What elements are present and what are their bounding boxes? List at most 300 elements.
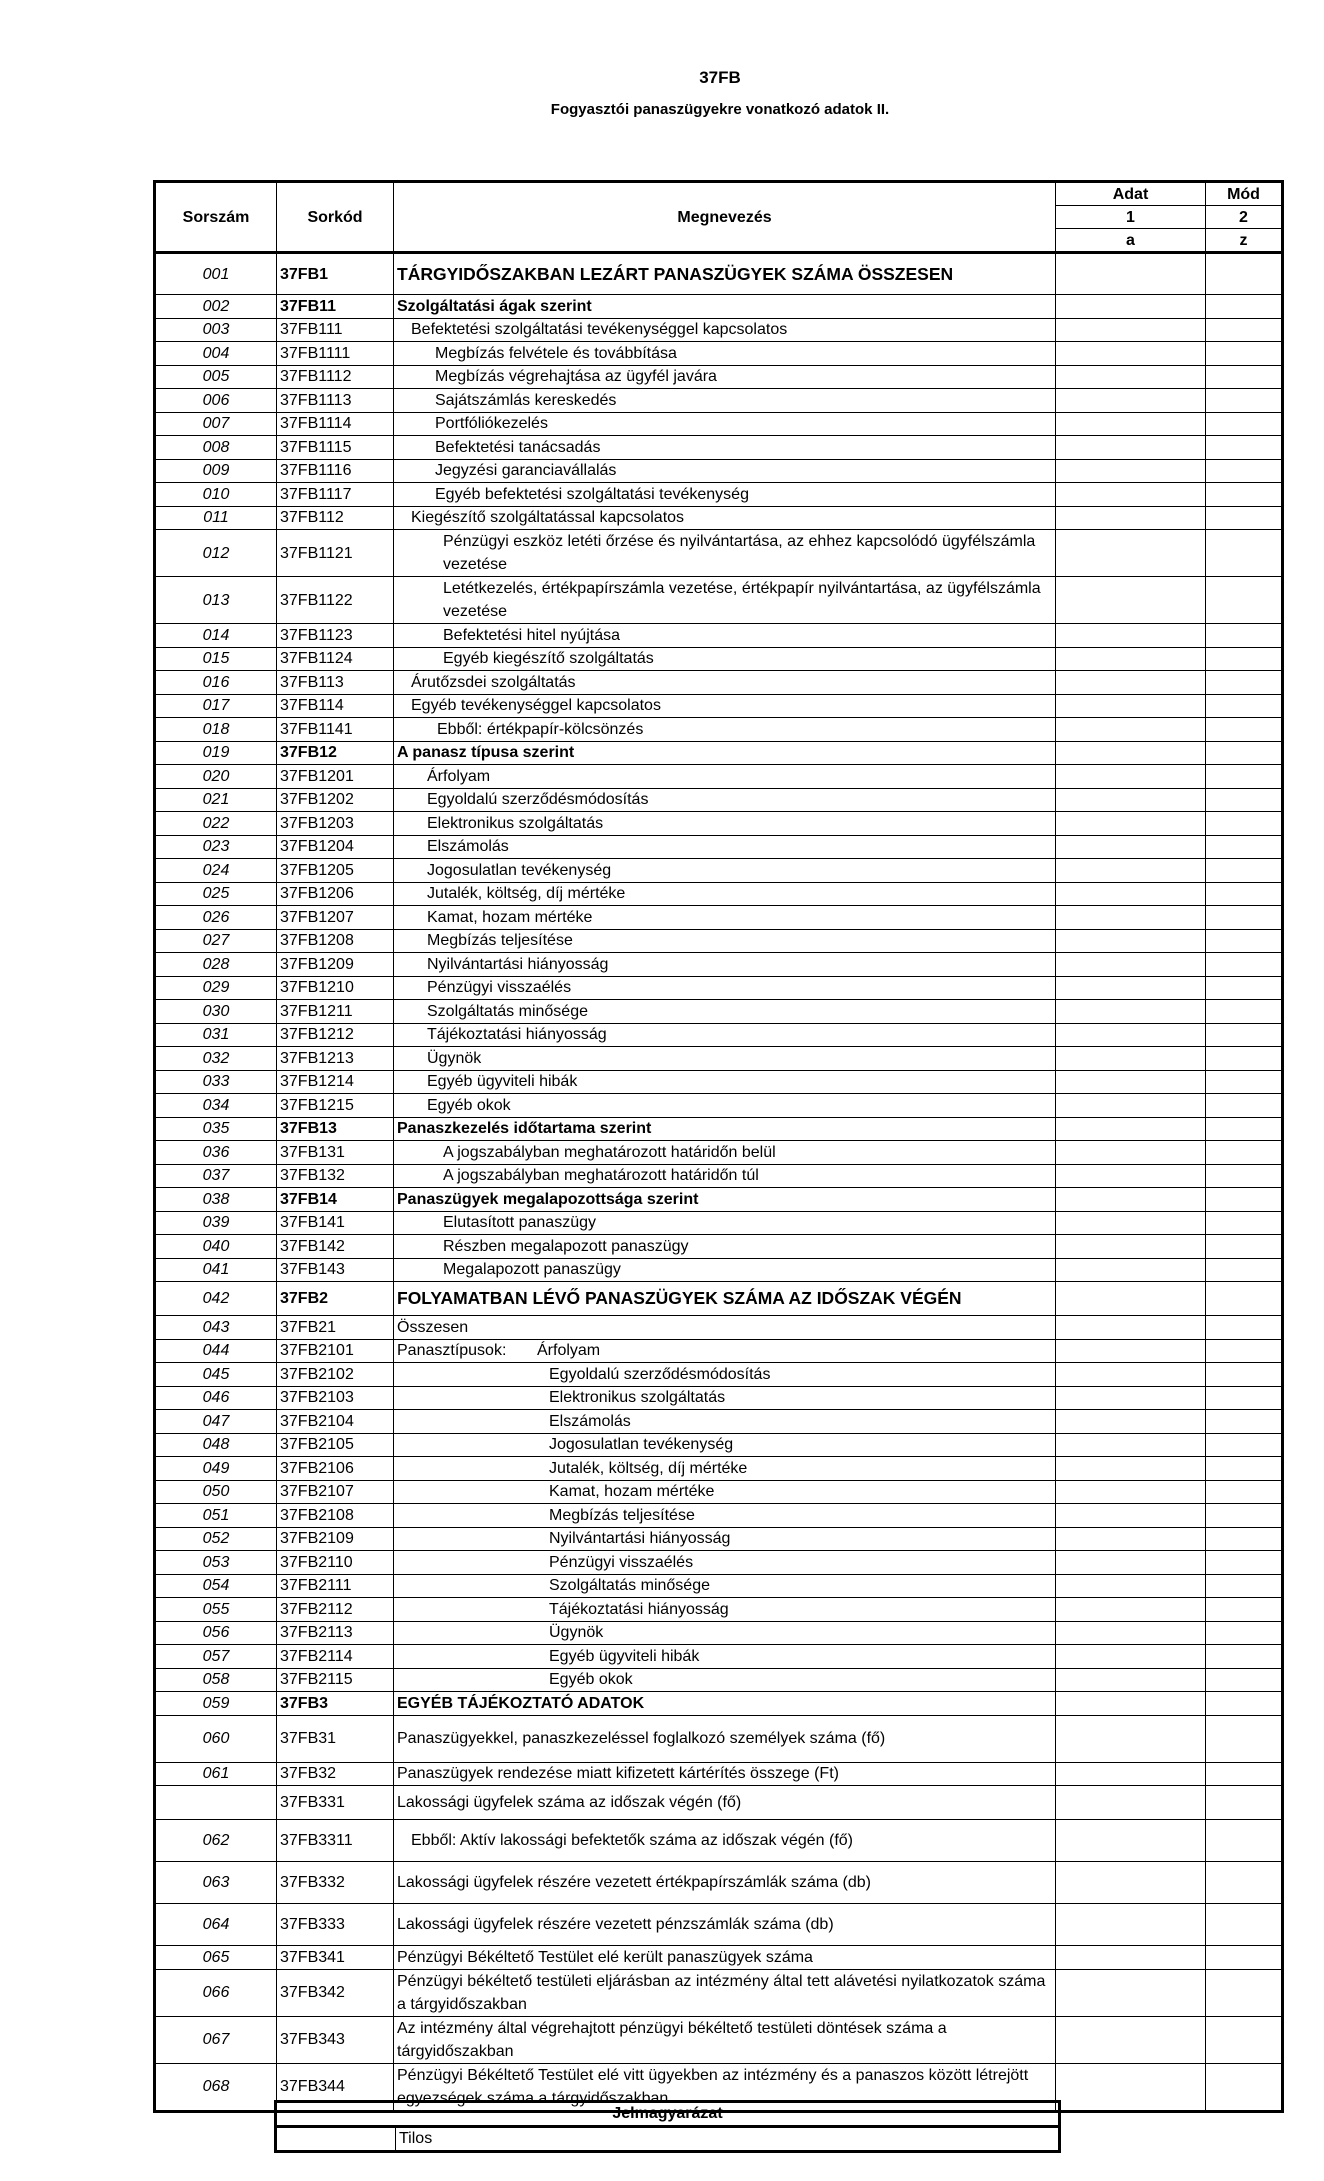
row-adat-cell[interactable] <box>1056 671 1206 695</box>
row-mod-cell[interactable] <box>1206 1433 1283 1457</box>
row-megnevezes: Megbízás végrehajtása az ügyfél javára <box>394 365 1056 389</box>
row-mod-cell[interactable] <box>1206 812 1283 836</box>
table-row <box>155 1070 1283 1094</box>
table-row <box>155 1668 1283 1692</box>
row-megnevezes: Panaszügyek megalapozottsága szerint <box>394 1188 1056 1212</box>
header-adat-number: 1 <box>1056 206 1206 229</box>
legend-label: Tilos <box>396 2127 1060 2152</box>
table-row <box>155 906 1283 930</box>
row-mod-cell[interactable] <box>1206 1762 1283 1786</box>
row-adat-cell[interactable] <box>1056 1480 1206 1504</box>
row-megnevezes: Elektronikus szolgáltatás <box>394 812 1056 836</box>
row-mod-cell[interactable] <box>1206 1188 1283 1212</box>
row-mod-cell[interactable] <box>1206 1070 1283 1094</box>
row-sorszam: 013 <box>155 577 277 624</box>
row-mod-cell[interactable] <box>1206 1969 1283 2016</box>
row-mod-cell[interactable] <box>1206 530 1283 577</box>
row-adat-cell[interactable] <box>1056 647 1206 671</box>
row-mod-cell[interactable] <box>1206 1282 1283 1316</box>
row-megnevezes: Jutalék, költség, díj mértéke <box>394 882 1056 906</box>
row-adat-cell[interactable] <box>1056 788 1206 812</box>
row-adat-cell[interactable] <box>1056 1339 1206 1363</box>
row-adat-cell[interactable] <box>1056 1574 1206 1598</box>
row-mod-cell[interactable] <box>1206 253 1283 295</box>
row-megnevezes: Tájékoztatási hiányosság <box>394 1023 1056 1047</box>
row-sorkod: 37FB21 <box>277 1316 394 1340</box>
row-megnevezes: Egyoldalú szerződésmódosítás <box>394 788 1056 812</box>
row-megnevezes: Jogosulatlan tevékenység <box>394 859 1056 883</box>
row-mod-cell[interactable] <box>1206 1094 1283 1118</box>
row-adat-cell[interactable] <box>1056 1715 1206 1762</box>
row-sorszam: 068 <box>155 2063 277 2111</box>
row-sorszam: 012 <box>155 530 277 577</box>
table-row <box>155 788 1283 812</box>
row-adat-cell[interactable] <box>1056 253 1206 295</box>
row-megnevezes: Jegyzési garanciavállalás <box>394 459 1056 483</box>
row-megnevezes: Elszámolás <box>394 835 1056 859</box>
table-row <box>155 1433 1283 1457</box>
row-adat-cell[interactable] <box>1056 1786 1206 1820</box>
row-adat-cell[interactable] <box>1056 1164 1206 1188</box>
row-mod-cell[interactable] <box>1206 1692 1283 1716</box>
row-mod-cell[interactable] <box>1206 1904 1283 1946</box>
row-sorkod: 37FB1114 <box>277 412 394 436</box>
row-mod-cell[interactable] <box>1206 483 1283 507</box>
row-adat-cell[interactable] <box>1056 835 1206 859</box>
row-mod-cell[interactable] <box>1206 647 1283 671</box>
table-row <box>155 412 1283 436</box>
table-row <box>155 1047 1283 1071</box>
row-adat-cell[interactable] <box>1056 389 1206 413</box>
row-sorszam: 019 <box>155 741 277 765</box>
row-adat-cell[interactable] <box>1056 1692 1206 1716</box>
row-adat-cell[interactable] <box>1056 295 1206 319</box>
row-mod-cell[interactable] <box>1206 1211 1283 1235</box>
table-row <box>155 295 1283 319</box>
row-sorszam: 063 <box>155 1862 277 1904</box>
row-adat-cell[interactable] <box>1056 1598 1206 1622</box>
table-row <box>155 1316 1283 1340</box>
form-code: 37FB <box>699 68 741 87</box>
row-mod-cell[interactable] <box>1206 1946 1283 1970</box>
row-megnevezes: Pénzügyi visszaélés <box>394 1551 1056 1575</box>
header-adat-letter: a <box>1056 229 1206 253</box>
table-row <box>155 1551 1283 1575</box>
row-sorkod: 37FB1210 <box>277 976 394 1000</box>
row-adat-cell[interactable] <box>1056 1363 1206 1387</box>
table-row <box>155 1117 1283 1141</box>
table-row <box>155 1282 1283 1316</box>
header-mod-number: 2 <box>1206 206 1283 229</box>
row-adat-cell[interactable] <box>1056 2016 1206 2063</box>
row-mod-cell[interactable] <box>1206 1668 1283 1692</box>
row-sorkod: 37FB1215 <box>277 1094 394 1118</box>
row-adat-cell[interactable] <box>1056 1094 1206 1118</box>
row-sorkod: 37FB1123 <box>277 624 394 648</box>
table-row <box>155 318 1283 342</box>
row-sorkod: 37FB1115 <box>277 436 394 460</box>
row-mod-cell[interactable] <box>1206 1715 1283 1762</box>
row-mod-cell[interactable] <box>1206 318 1283 342</box>
row-mod-cell[interactable] <box>1206 1504 1283 1528</box>
table-row <box>155 1786 1283 1820</box>
row-sorszam: 043 <box>155 1316 277 1340</box>
row-mod-cell[interactable] <box>1206 577 1283 624</box>
row-sorkod: 37FB11 <box>277 295 394 319</box>
row-mod-cell[interactable] <box>1206 1598 1283 1622</box>
table-row <box>155 1363 1283 1387</box>
row-mod-cell[interactable] <box>1206 1786 1283 1820</box>
row-sorszam: 024 <box>155 859 277 883</box>
row-sorkod: 37FB2111 <box>277 1574 394 1598</box>
row-sorszam: 005 <box>155 365 277 389</box>
row-sorszam: 062 <box>155 1820 277 1862</box>
row-sorszam: 066 <box>155 1969 277 2016</box>
row-sorkod: 37FB1203 <box>277 812 394 836</box>
row-megnevezes: Lakossági ügyfelek száma az időszak végén (fő) <box>394 1786 1056 1820</box>
row-megnevezes: Egyéb ügyviteli hibák <box>394 1645 1056 1669</box>
row-sorkod: 37FB2 <box>277 1282 394 1316</box>
row-sorszam: 035 <box>155 1117 277 1141</box>
row-mod-cell[interactable] <box>1206 2016 1283 2063</box>
row-sorszam: 016 <box>155 671 277 695</box>
row-mod-cell[interactable] <box>1206 295 1283 319</box>
row-sorkod: 37FB12 <box>277 741 394 765</box>
row-mod-cell[interactable] <box>1206 1551 1283 1575</box>
row-sorkod: 37FB1111 <box>277 342 394 366</box>
header-adat: Adat <box>1056 182 1206 206</box>
row-mod-cell[interactable] <box>1206 1574 1283 1598</box>
row-sorkod: 37FB341 <box>277 1946 394 1970</box>
row-sorszam: 001 <box>155 253 277 295</box>
row-adat-cell[interactable] <box>1056 530 1206 577</box>
row-adat-cell[interactable] <box>1056 859 1206 883</box>
row-sorszam: 037 <box>155 1164 277 1188</box>
row-sorkod: 37FB1124 <box>277 647 394 671</box>
table-row <box>155 1692 1283 1716</box>
row-adat-cell[interactable] <box>1056 1904 1206 1946</box>
row-mod-cell[interactable] <box>1206 718 1283 742</box>
row-adat-cell[interactable] <box>1056 412 1206 436</box>
row-mod-cell[interactable] <box>1206 342 1283 366</box>
row-adat-cell[interactable] <box>1056 318 1206 342</box>
header-megnevezes: Megnevezés <box>394 182 1056 253</box>
row-mod-cell[interactable] <box>1206 2063 1283 2111</box>
row-adat-cell[interactable] <box>1056 1258 1206 1282</box>
row-sorszam: 055 <box>155 1598 277 1622</box>
row-sorszam: 011 <box>155 506 277 530</box>
row-adat-cell[interactable] <box>1056 342 1206 366</box>
row-megnevezes: Kamat, hozam mértéke <box>394 1480 1056 1504</box>
row-mod-cell[interactable] <box>1206 1164 1283 1188</box>
row-adat-cell[interactable] <box>1056 1188 1206 1212</box>
row-sorkod: 37FB131 <box>277 1141 394 1165</box>
row-sorkod: 37FB2109 <box>277 1527 394 1551</box>
row-mod-cell[interactable] <box>1206 1316 1283 1340</box>
row-sorszam: 048 <box>155 1433 277 1457</box>
row-adat-cell[interactable] <box>1056 365 1206 389</box>
row-mod-cell[interactable] <box>1206 906 1283 930</box>
row-mod-cell[interactable] <box>1206 976 1283 1000</box>
header-mod-letter: z <box>1206 229 1283 253</box>
row-adat-cell[interactable] <box>1056 976 1206 1000</box>
table-row <box>155 976 1283 1000</box>
row-sorszam: 056 <box>155 1621 277 1645</box>
row-sorkod: 37FB342 <box>277 1969 394 2016</box>
row-mod-cell[interactable] <box>1206 412 1283 436</box>
row-adat-cell[interactable] <box>1056 1862 1206 1904</box>
row-mod-cell[interactable] <box>1206 1023 1283 1047</box>
row-mod-cell[interactable] <box>1206 929 1283 953</box>
row-adat-cell[interactable] <box>1056 1117 1206 1141</box>
row-sorszam: 018 <box>155 718 277 742</box>
row-sorszam: 058 <box>155 1668 277 1692</box>
row-mod-cell[interactable] <box>1206 1363 1283 1387</box>
row-megnevezes: Egyéb tevékenységgel kapcsolatos <box>394 694 1056 718</box>
row-megnevezes: Ügynök <box>394 1047 1056 1071</box>
row-megnevezes: Befektetési szolgáltatási tevékenységgel kapcsolatos <box>394 318 1056 342</box>
row-adat-cell[interactable] <box>1056 694 1206 718</box>
row-sorszam: 044 <box>155 1339 277 1363</box>
row-megnevezes: Megbízás teljesítése <box>394 1504 1056 1528</box>
row-megnevezes: Panaszügyekkel, panaszkezeléssel foglalkozó személyek száma (fő) <box>394 1715 1056 1762</box>
row-sorszam: 015 <box>155 647 277 671</box>
row-adat-cell[interactable] <box>1056 1211 1206 1235</box>
table-row <box>155 342 1283 366</box>
row-megnevezes: Ügynök <box>394 1621 1056 1645</box>
table-row <box>155 765 1283 789</box>
row-sorkod: 37FB1212 <box>277 1023 394 1047</box>
row-mod-cell[interactable] <box>1206 1258 1283 1282</box>
row-mod-cell[interactable] <box>1206 835 1283 859</box>
row-sorszam: 021 <box>155 788 277 812</box>
row-megnevezes: Pénzügyi visszaélés <box>394 976 1056 1000</box>
table-row <box>155 1598 1283 1622</box>
row-sorszam: 038 <box>155 1188 277 1212</box>
row-megnevezes: Pénzügyi Békéltető Testület elé vitt ügyekben az intézmény és a panaszos között létrejött egyezségek száma a tárgyidőszakban <box>394 2063 1056 2111</box>
row-megnevezes: Az intézmény által végrehajtott pénzügyi békéltető testületi döntések száma a tárgyidőszakban <box>394 2016 1056 2063</box>
row-mod-cell[interactable] <box>1206 1141 1283 1165</box>
table-row <box>155 1410 1283 1434</box>
row-mod-cell[interactable] <box>1206 389 1283 413</box>
row-mod-cell[interactable] <box>1206 506 1283 530</box>
row-sorszam: 050 <box>155 1480 277 1504</box>
row-adat-cell[interactable] <box>1056 506 1206 530</box>
row-sorszam: 061 <box>155 1762 277 1786</box>
row-mod-cell[interactable] <box>1206 1645 1283 1669</box>
row-megnevezes: Tájékoztatási hiányosság <box>394 1598 1056 1622</box>
row-megnevezes: Lakossági ügyfelek részére vezetett értékpapírszámlák száma (db) <box>394 1862 1056 1904</box>
row-adat-cell[interactable] <box>1056 1668 1206 1692</box>
row-adat-cell[interactable] <box>1056 882 1206 906</box>
row-adat-cell[interactable] <box>1056 1235 1206 1259</box>
row-megnevezes: Pénzügyi békéltető testületi eljárásban az intézmény által tett alávetési nyilatkozatok száma a tárgyidőszakban <box>394 1969 1056 2016</box>
row-megnevezes: Megbízás felvétele és továbbítása <box>394 342 1056 366</box>
row-adat-cell[interactable] <box>1056 1645 1206 1669</box>
row-adat-cell[interactable] <box>1056 953 1206 977</box>
row-megnevezes: Panaszügyek rendezése miatt kifizetett kártérítés összege (Ft) <box>394 1762 1056 1786</box>
table-row <box>155 882 1283 906</box>
row-adat-cell[interactable] <box>1056 1762 1206 1786</box>
row-sorszam: 046 <box>155 1386 277 1410</box>
row-sorkod: 37FB1208 <box>277 929 394 953</box>
row-megnevezes: Panaszkezelés időtartama szerint <box>394 1117 1056 1141</box>
row-adat-cell[interactable] <box>1056 1946 1206 1970</box>
row-megnevezes: Nyilvántartási hiányosság <box>394 953 1056 977</box>
row-mod-cell[interactable] <box>1206 365 1283 389</box>
row-adat-cell[interactable] <box>1056 1969 1206 2016</box>
row-megnevezes: Lakossági ügyfelek részére vezetett pénzszámlák száma (db) <box>394 1904 1056 1946</box>
row-mod-cell[interactable] <box>1206 788 1283 812</box>
table-row <box>155 1621 1283 1645</box>
row-mod-cell[interactable] <box>1206 459 1283 483</box>
row-sorkod: 37FB2113 <box>277 1621 394 1645</box>
table-row <box>155 929 1283 953</box>
row-sorkod: 37FB343 <box>277 2016 394 2063</box>
table-row <box>155 530 1283 577</box>
row-mod-cell[interactable] <box>1206 1527 1283 1551</box>
row-sorkod: 37FB1 <box>277 253 394 295</box>
row-megnevezes: Összesen <box>394 1316 1056 1340</box>
row-adat-cell[interactable] <box>1056 1433 1206 1457</box>
row-sorszam: 002 <box>155 295 277 319</box>
row-megnevezes: Befektetési hitel nyújtása <box>394 624 1056 648</box>
legend-title: Jelmagyarázat <box>276 2102 1060 2127</box>
row-mod-cell[interactable] <box>1206 1235 1283 1259</box>
row-megnevezes: Egyéb ügyviteli hibák <box>394 1070 1056 1094</box>
row-mod-cell[interactable] <box>1206 671 1283 695</box>
row-sorkod: 37FB1201 <box>277 765 394 789</box>
row-megnevezes: A panasz típusa szerint <box>394 741 1056 765</box>
row-adat-cell[interactable] <box>1056 929 1206 953</box>
row-mod-cell[interactable] <box>1206 1862 1283 1904</box>
table-row <box>155 389 1283 413</box>
row-sorkod: 37FB1112 <box>277 365 394 389</box>
table-row <box>155 1188 1283 1212</box>
row-adat-cell[interactable] <box>1056 436 1206 460</box>
legend-table <box>274 2100 1061 2153</box>
row-adat-cell[interactable] <box>1056 483 1206 507</box>
row-adat-cell[interactable] <box>1056 1457 1206 1481</box>
row-adat-cell[interactable] <box>1056 1820 1206 1862</box>
row-sorkod: 37FB32 <box>277 1762 394 1786</box>
row-mod-cell[interactable] <box>1206 1410 1283 1434</box>
row-megnevezes: Kiegészítő szolgáltatással kapcsolatos <box>394 506 1056 530</box>
row-sorkod: 37FB1205 <box>277 859 394 883</box>
row-adat-cell[interactable] <box>1056 718 1206 742</box>
row-mod-cell[interactable] <box>1206 1339 1283 1363</box>
row-sorszam: 026 <box>155 906 277 930</box>
row-mod-cell[interactable] <box>1206 765 1283 789</box>
row-sorkod: 37FB3311 <box>277 1820 394 1862</box>
row-adat-cell[interactable] <box>1056 765 1206 789</box>
row-adat-cell[interactable] <box>1056 1000 1206 1024</box>
row-mod-cell[interactable] <box>1206 1047 1283 1071</box>
row-megnevezes: Letétkezelés, értékpapírszámla vezetése, értékpapír nyilvántartása, az ügyfélszámla vezetése <box>394 577 1056 624</box>
row-mod-cell[interactable] <box>1206 1386 1283 1410</box>
table-row <box>155 953 1283 977</box>
row-adat-cell[interactable] <box>1056 1527 1206 1551</box>
row-sorkod: 37FB14 <box>277 1188 394 1212</box>
row-sorkod: 37FB143 <box>277 1258 394 1282</box>
row-megnevezes: Elektronikus szolgáltatás <box>394 1386 1056 1410</box>
row-megnevezes: FOLYAMATBAN LÉVŐ PANASZÜGYEK SZÁMA AZ IDŐSZAK VÉGÉN <box>394 1282 1056 1316</box>
row-adat-cell[interactable] <box>1056 1316 1206 1340</box>
row-sorkod: 37FB2104 <box>277 1410 394 1434</box>
header-mod: Mód <box>1206 182 1283 206</box>
row-sorkod: 37FB2105 <box>277 1433 394 1457</box>
table-row <box>155 577 1283 624</box>
row-sorszam: 067 <box>155 2016 277 2063</box>
row-adat-cell[interactable] <box>1056 812 1206 836</box>
row-adat-cell[interactable] <box>1056 1621 1206 1645</box>
row-mod-cell[interactable] <box>1206 1000 1283 1024</box>
row-mod-cell[interactable] <box>1206 953 1283 977</box>
row-mod-cell[interactable] <box>1206 1117 1283 1141</box>
row-adat-cell[interactable] <box>1056 1023 1206 1047</box>
row-adat-cell[interactable] <box>1056 2063 1206 2111</box>
row-adat-cell[interactable] <box>1056 1047 1206 1071</box>
row-adat-cell[interactable] <box>1056 577 1206 624</box>
row-sorkod: 37FB332 <box>277 1862 394 1904</box>
row-sorkod: 37FB2103 <box>277 1386 394 1410</box>
row-adat-cell[interactable] <box>1056 906 1206 930</box>
row-mod-cell[interactable] <box>1206 741 1283 765</box>
row-sorkod: 37FB1122 <box>277 577 394 624</box>
row-sorkod: 37FB141 <box>277 1211 394 1235</box>
row-mod-cell[interactable] <box>1206 1820 1283 1862</box>
row-adat-cell[interactable] <box>1056 1070 1206 1094</box>
row-mod-cell[interactable] <box>1206 1621 1283 1645</box>
row-sorszam: 007 <box>155 412 277 436</box>
table-row <box>155 671 1283 695</box>
row-megnevezes <box>394 1339 1056 1363</box>
table-row <box>155 1023 1283 1047</box>
row-mod-cell[interactable] <box>1206 436 1283 460</box>
row-adat-cell[interactable] <box>1056 1410 1206 1434</box>
row-sorszam: 022 <box>155 812 277 836</box>
row-sorkod: 37FB333 <box>277 1904 394 1946</box>
row-mod-cell[interactable] <box>1206 694 1283 718</box>
row-adat-cell[interactable] <box>1056 741 1206 765</box>
row-adat-cell[interactable] <box>1056 1282 1206 1316</box>
row-sorszam: 014 <box>155 624 277 648</box>
row-adat-cell[interactable] <box>1056 1551 1206 1575</box>
row-mod-cell[interactable] <box>1206 1480 1283 1504</box>
row-name: Árfolyam <box>537 1342 601 1360</box>
row-adat-cell[interactable] <box>1056 1141 1206 1165</box>
table-body <box>155 253 1283 2112</box>
row-mod-cell[interactable] <box>1206 1457 1283 1481</box>
row-megnevezes: A jogszabályban meghatározott határidőn túl <box>394 1164 1056 1188</box>
row-megnevezes: Részben megalapozott panaszügy <box>394 1235 1056 1259</box>
row-sorszam: 010 <box>155 483 277 507</box>
row-sorkod: 37FB111 <box>277 318 394 342</box>
row-sorkod: 37FB1207 <box>277 906 394 930</box>
row-sorkod: 37FB142 <box>277 1235 394 1259</box>
row-megnevezes: Kamat, hozam mértéke <box>394 906 1056 930</box>
row-adat-cell[interactable] <box>1056 1386 1206 1410</box>
table-row <box>155 436 1283 460</box>
row-mod-cell[interactable] <box>1206 859 1283 883</box>
row-adat-cell[interactable] <box>1056 1504 1206 1528</box>
table-row <box>155 483 1283 507</box>
row-mod-cell[interactable] <box>1206 882 1283 906</box>
table-row <box>155 1862 1283 1904</box>
row-adat-cell[interactable] <box>1056 624 1206 648</box>
row-mod-cell[interactable] <box>1206 624 1283 648</box>
row-adat-cell[interactable] <box>1056 459 1206 483</box>
